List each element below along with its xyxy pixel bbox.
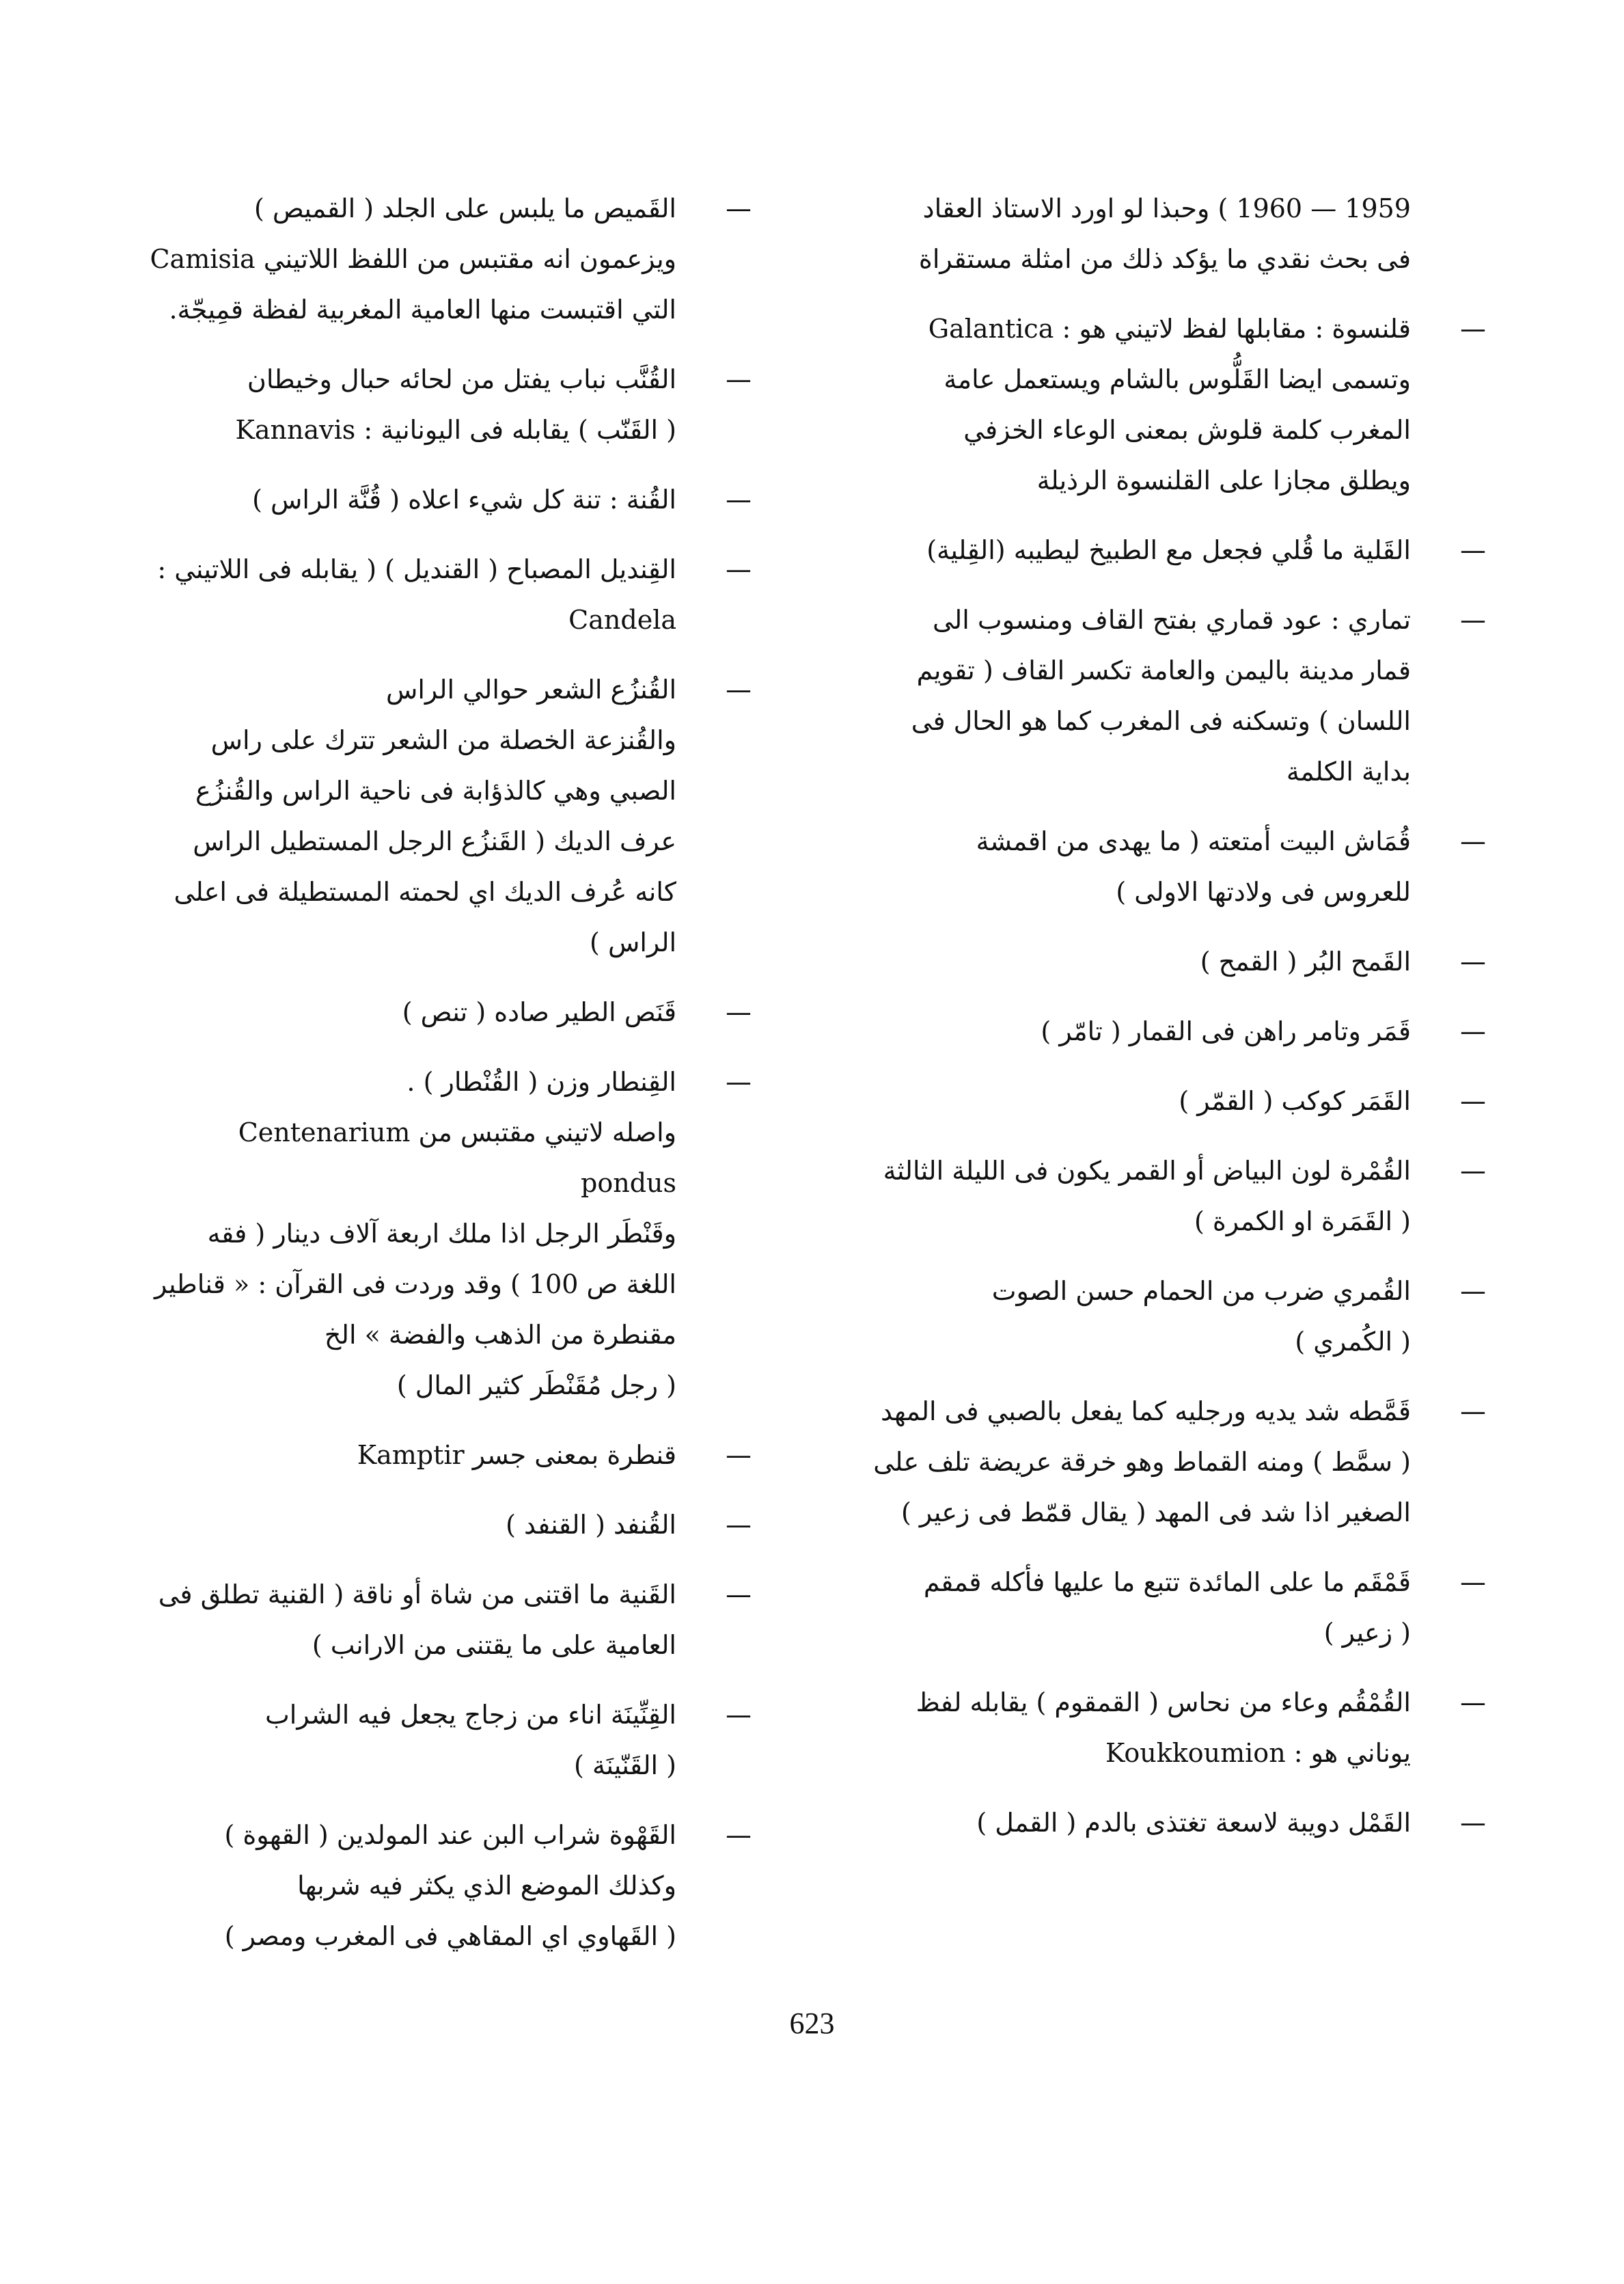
entry-line: القُمْقُم وعاء من نحاس ( القمقوم ) يقابله لفظ — [916, 1687, 1411, 1717]
entry-line: القُنة : تنة كل شيء اعلاه ( قُنَّة الراس ) — [252, 485, 676, 515]
entry-line: القَهْوة شراب البن عند المولدين ( القهوة ) — [224, 1820, 676, 1850]
entry-qumri — [847, 1266, 1493, 1367]
entry-dash: — — [726, 364, 752, 394]
entry-dash: — — [726, 485, 752, 515]
entry-qindil — [140, 544, 758, 645]
entry-line: واصله لاتيني مقتبس من Centenarium pondus — [238, 1117, 676, 1198]
entry-line: قنطرة بمعنى جسر Kamptir — [357, 1440, 676, 1470]
entry-qunzu — [140, 664, 758, 968]
entry-line: وكذلك الموضع الذي يكثر فيه شربها — [297, 1871, 676, 1901]
entry-dash: — — [1460, 947, 1486, 977]
entry-line: ( سمَّط ) ومنه القماط وهو خرقة عريضة تلف على — [873, 1447, 1411, 1477]
entry-line: القُنَّب نباب يفتل من لحائه حبال وخيطان — [247, 364, 676, 394]
entry-dash: — — [726, 1700, 752, 1730]
entry-qamar-verb — [847, 1006, 1493, 1057]
entry-line: قُمَاش البيت أمتعته ( ما يهدى من اقمشة — [976, 826, 1411, 856]
entry-dash: — — [1460, 826, 1486, 856]
entry-line: المغرب كلمة قلوش بمعنى الوعاء الخزفي — [963, 415, 1411, 445]
entry-dash: — — [726, 193, 752, 223]
entry-line: القَمح البُر ( القمح ) — [1200, 947, 1411, 977]
entry-qinnina — [140, 1689, 758, 1791]
entry-dash: — — [726, 1579, 752, 1609]
entry-dash: — — [1460, 605, 1486, 635]
entry-line: القِنديل المصباح ( القنديل ) ( يقابله فى اللاتيني : — [157, 554, 676, 584]
entry-qintar — [140, 1057, 758, 1411]
entry-qanas — [140, 987, 758, 1037]
entry-qalansuwa — [847, 303, 1493, 506]
entry-line: الصبي وهي كالذؤابة فى ناحية الراس والقُنزُع — [195, 776, 676, 806]
entry-line: القَمَر كوكب ( القمّر ) — [1179, 1086, 1411, 1116]
entry-dash: — — [1460, 1276, 1486, 1306]
entry-line: يوناني هو : Koukkoumion — [1105, 1738, 1411, 1768]
entry-line: والقُنزعة الخصلة من الشعر تترك على راس — [210, 725, 676, 755]
right-column — [847, 183, 1493, 1867]
entry-dash: — — [1460, 1156, 1486, 1186]
entry-dash: — — [726, 1067, 752, 1097]
entry-qammata — [847, 1386, 1493, 1538]
entry-line: للعروس فى ولادتها الاولى ) — [1116, 877, 1411, 907]
entry-line: 1959 — 1960 ) وحبذا لو اورد الاستاذ العقاد — [922, 193, 1411, 223]
entry-qamqam — [847, 1557, 1493, 1658]
entry-line: قلنسوة : مقابلها لفظ لاتيني هو : Galantica — [928, 314, 1411, 344]
entry-line: القِنِّينَة اناء من زجاج يجعل فيه الشراب — [265, 1700, 676, 1730]
left-column — [140, 183, 758, 1981]
entry-line: قَنَص الطير صاده ( تنص ) — [402, 997, 676, 1027]
entry-dash: — — [1460, 314, 1486, 344]
entry-line: القَنية ما اقتنى من شاة أو ناقة ( القنية تطلق فى — [158, 1579, 676, 1609]
entry-line: القُنفد ( القنفد ) — [506, 1510, 676, 1540]
entry-line: الصغير اذا شد فى المهد ( يقال قمّط فى زعير ) — [900, 1497, 1411, 1527]
entry-qamh — [847, 936, 1493, 987]
entry-line: القَلية ما قُلي فجعل مع الطبيخ ليطيبه (القِلية) — [926, 535, 1411, 565]
entry-qaml — [847, 1797, 1493, 1848]
entry-dash: — — [1460, 1396, 1486, 1426]
entry-line: Candela — [568, 605, 676, 635]
entry-qunna — [140, 474, 758, 525]
entry-line: قمار مدينة باليمن والعامة تكسر القاف ( تقويم — [916, 655, 1411, 685]
entry-line: عرف الديك ( القَنزُع الرجل المستطيل الراس — [193, 826, 676, 856]
entry-qaliya — [847, 525, 1493, 575]
entry-qahwa — [140, 1810, 758, 1961]
entry-line: ويزعمون انه مقتبس من اللفظ اللاتيني Camisia — [150, 244, 676, 274]
entry-dash: — — [1460, 1567, 1486, 1597]
entry-dash: — — [726, 675, 752, 705]
entry-dash: — — [726, 1510, 752, 1540]
entry-dash: — — [726, 1820, 752, 1850]
entry-qamar-moon — [847, 1076, 1493, 1126]
entry-qunnab — [140, 354, 758, 455]
entry-line: قَمَر وتامر راهن فى القمار ( تامّر ) — [1041, 1016, 1411, 1046]
entry-line: ( الكُمري ) — [1295, 1327, 1411, 1357]
entry-line: ( القَمَرة او الكمرة ) — [1194, 1206, 1411, 1236]
entry-line: قَمَّطه شد يديه ورجليه كما يفعل بالصبي فى المهد — [881, 1396, 1411, 1426]
entry-line: وقَنْطَر الرجل اذا ملك اربعة آلاف دينار ( فقه — [207, 1219, 676, 1249]
entry-dash: — — [726, 997, 752, 1027]
entry-line: كانه عُرف الديك اي لحمته المستطيلة فى اعلى — [174, 877, 676, 907]
entry-continuation-aqqad — [847, 183, 1493, 284]
entry-line: التي اقتبست منها العامية المغربية لفظة قمِيجّة. — [169, 295, 676, 325]
entry-qumash — [847, 816, 1493, 917]
entry-line: العامية على ما يقتنى من الارانب ) — [312, 1630, 676, 1660]
entry-qamari — [847, 595, 1493, 797]
entry-qamis — [140, 183, 758, 335]
entry-line: القَمْل دويبة لاسعة تغتذى بالدم ( القمل ) — [976, 1808, 1411, 1838]
entry-dash: — — [1460, 1016, 1486, 1046]
entry-line: القِنطار وزن ( القُنْطار ) . — [407, 1067, 676, 1097]
entry-line: قَمْقَم ما على المائدة تتبع ما عليها فأكله قمقم — [923, 1567, 1411, 1597]
entry-line: القَميص ما يلبس على الجلد ( القميص ) — [253, 193, 676, 223]
entry-line: مقنطرة من الذهب والفضة » الخ — [324, 1320, 676, 1350]
entry-dash: — — [1460, 1808, 1486, 1838]
entry-line: بداية الكلمة — [1286, 757, 1411, 787]
entry-line: القُمري ضرب من الحمام حسن الصوت — [991, 1276, 1411, 1306]
entry-line: تماري : عود قماري بفتح القاف ومنسوب الى — [932, 605, 1411, 635]
entry-line: اللغة ص 100 ) وقد وردت فى القرآن : « قناطير — [154, 1269, 676, 1299]
entry-dash: — — [726, 1440, 752, 1470]
entry-line: ( رجل مُقَنْطَر كثير المال ) — [396, 1370, 676, 1400]
entry-qunfud — [140, 1499, 758, 1550]
entry-qumqum — [847, 1677, 1493, 1778]
entry-qaniya — [140, 1569, 758, 1670]
entry-dash: — — [1460, 1687, 1486, 1717]
entry-qantara — [140, 1430, 758, 1480]
entry-line: ويطلق مجازا على القلنسوة الرذيلة — [1036, 465, 1411, 495]
entry-line: ( القَهاوي اي المقاهي فى المغرب ومصر ) — [224, 1921, 676, 1951]
page-number: 623 — [789, 2007, 835, 2040]
entry-line: اللسان ) وتسكنه فى المغرب كما هو الحال فى — [911, 706, 1411, 736]
entry-dash: — — [1460, 1086, 1486, 1116]
entry-line: القُمْرة لون البياض أو القمر يكون فى الليلة الثالثة — [883, 1156, 1411, 1186]
entry-dash: — — [726, 554, 752, 584]
entry-line: وتسمى ايضا القَلُّوس بالشام ويستعمل عامة — [944, 364, 1411, 394]
entry-dash: — — [1460, 535, 1486, 565]
entry-line: الراس ) — [590, 927, 676, 957]
entry-line: القُنزُع الشعر حوالي الراس — [385, 675, 676, 705]
entry-line: ( زعير ) — [1323, 1618, 1411, 1648]
entry-line: ( القَنّينَة ) — [574, 1750, 676, 1780]
entry-line: فى بحث نقدي ما يؤكد ذلك من امثلة مستقراة — [918, 244, 1411, 274]
entry-qumra — [847, 1145, 1493, 1247]
entry-line: ( القَنّب ) يقابله فى اليونانية : Kannavis — [235, 415, 676, 445]
